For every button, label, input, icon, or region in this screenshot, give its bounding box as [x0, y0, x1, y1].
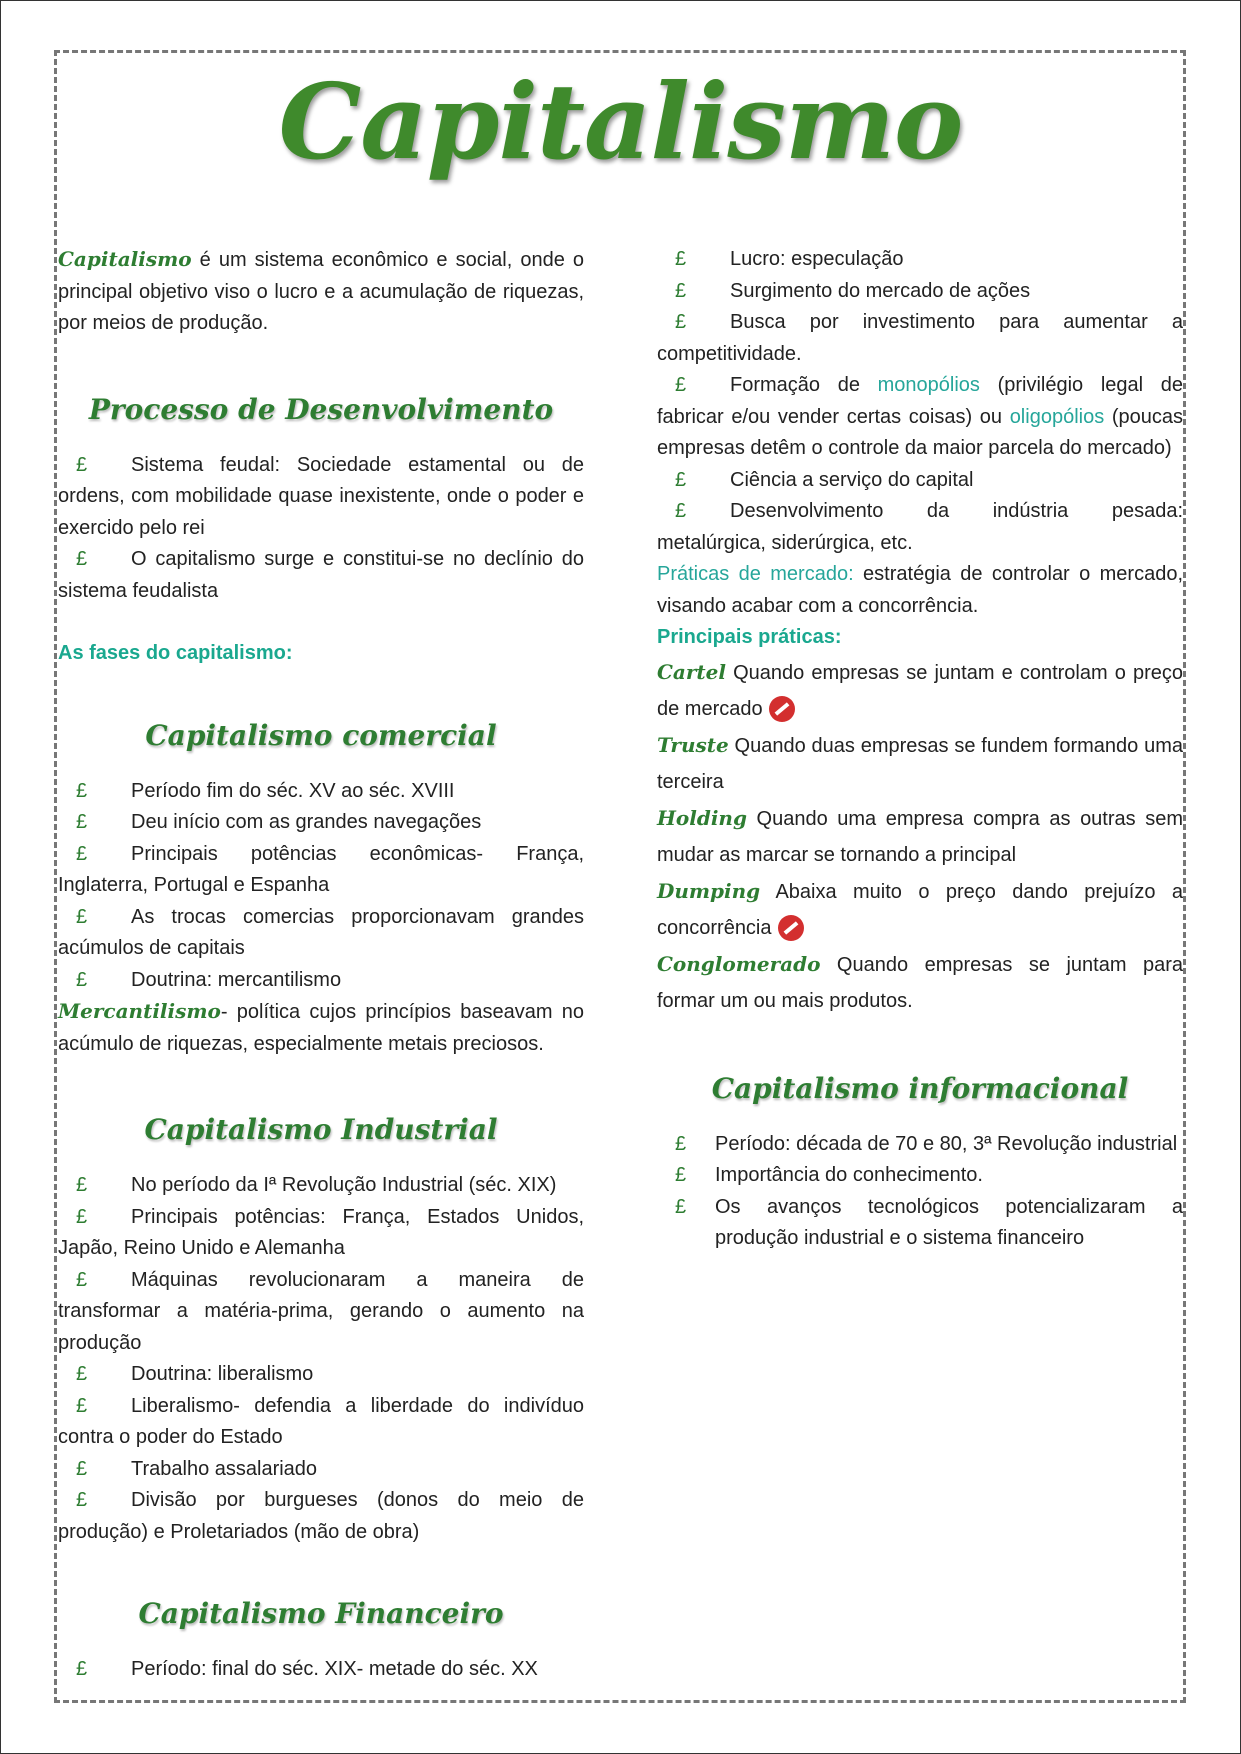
- list-item: £ Os avanços tecnológicos potencializaram a produção industrial e o sistema financeiro: [657, 1192, 1183, 1255]
- heading-financeiro: Capitalismo Financeiro: [138, 1597, 504, 1630]
- pound-bullet-icon: £: [76, 1489, 88, 1511]
- list-item: £ Doutrina: mercantilismo: [58, 965, 584, 997]
- prohibited-icon: [778, 915, 804, 941]
- monopolios-highlight: monopólios: [877, 374, 980, 396]
- oligopolios-highlight: oligopólios: [1009, 405, 1105, 428]
- list-item: £ Período: final do séc. XIX- metade do séc. XX: [58, 1654, 584, 1686]
- list-item: £ Divisão por burgueses (donos do meio de produção) e Proletariados (mão de obra): [58, 1485, 584, 1548]
- intro-text: é um sistema econômico e social, onde o principal objetivo viso o lucro e a acumulação de riquezas, por meios de produção.: [58, 249, 584, 334]
- praticas-term: Práticas de mercado:: [657, 563, 854, 585]
- right-column: [657, 244, 1183, 1255]
- pound-bullet-icon: £: [76, 968, 88, 991]
- list-item: £ Período fim do séc. XV ao séc. XVIII: [58, 776, 584, 808]
- list-item: £ Busca por investimento para aumentar a competitividade.: [657, 307, 1183, 370]
- list-item: £ No período da Iª Revolução Industrial (séc. XIX): [58, 1170, 584, 1202]
- list-item: £ Período: década de 70 e 80, 3ª Revolução industrial: [657, 1129, 1183, 1161]
- praticas-definition: Práticas de mercado: estratégia de controlar o mercado, visando acabar com a concorrência.: [657, 563, 1183, 617]
- left-column: [58, 244, 584, 1686]
- heading-industrial: Capitalismo Industrial: [144, 1113, 498, 1146]
- pound-bullet-icon: £: [675, 1132, 687, 1155]
- pratica-holding: Holding Quando uma empresa compra as outras sem mudar as marcar se tornando a principal: [657, 805, 1183, 866]
- pound-bullet-icon: £: [76, 1363, 88, 1385]
- pound-bullet-icon: £: [76, 1174, 88, 1196]
- pound-bullet-icon: £: [675, 279, 687, 302]
- pound-bullet-icon: £: [76, 1658, 88, 1680]
- heading-informacional: Capitalismo informacional: [711, 1071, 1129, 1105]
- pound-bullet-icon: £: [76, 548, 88, 570]
- pound-bullet-icon: £: [76, 811, 88, 833]
- list-item: £ O capitalismo surge e constitui-se no declínio do sistema feudalista: [58, 544, 584, 607]
- pound-bullet-icon: £: [675, 500, 687, 522]
- list-item: £ Liberalismo- defendia a liberdade do indivíduo contra o poder do Estado: [58, 1391, 584, 1454]
- heading-comercial: Capitalismo comercial: [145, 718, 497, 752]
- pound-bullet-icon: £: [675, 248, 687, 270]
- pound-bullet-icon: £: [76, 1457, 88, 1480]
- list-item: £ As trocas comercias proporcionavam grandes acúmulos de capitais: [58, 902, 584, 965]
- list-item: £ Deu início com as grandes navegações: [58, 807, 584, 839]
- pound-bullet-icon: £: [76, 779, 88, 802]
- list-item: £ Principais potências: França, Estados Unidos, Japão, Reino Unido e Alemanha: [58, 1202, 584, 1265]
- pound-bullet-icon: £: [76, 1268, 88, 1291]
- prohibited-icon: [769, 696, 795, 722]
- intro-term: Capitalismo: [58, 247, 192, 271]
- list-item: £ Principais potências econômicas- França, Inglaterra, Portugal e Espanha: [58, 839, 584, 902]
- list-item: £ Formação de monopólios (privilégio legal de fabricar e/ou vender certas coisas) ou oligopólios (poucas empresas detêm o controle da maior parcela do mercado): [657, 370, 1183, 465]
- mercantilismo-term: Mercantilismo: [58, 999, 221, 1023]
- pound-bullet-icon: £: [76, 905, 88, 928]
- page-title: Capitalismo: [278, 60, 963, 183]
- principais-label: Principais práticas:: [657, 626, 842, 648]
- pound-bullet-icon: £: [675, 374, 687, 396]
- list-item: £ Trabalho assalariado: [58, 1454, 584, 1486]
- pound-bullet-icon: £: [76, 1394, 88, 1417]
- pratica-conglomerado: Conglomerado Quando empresas se juntam para formar um ou mais produtos.: [657, 951, 1183, 1012]
- pratica-cartel: Cartel Quando empresas se juntam e controlam o preço de mercado: [657, 654, 1183, 727]
- pound-bullet-icon: £: [76, 453, 88, 476]
- pound-bullet-icon: £: [675, 1164, 687, 1186]
- intro-paragraph: [58, 244, 584, 340]
- pound-bullet-icon: £: [76, 842, 88, 865]
- list-item: £ Lucro: especulação: [657, 244, 1183, 276]
- fases-label: As fases do capitalismo:: [58, 642, 293, 664]
- pound-bullet-icon: £: [675, 468, 687, 491]
- pound-bullet-icon: £: [675, 1195, 687, 1218]
- pound-bullet-icon: £: [76, 1205, 88, 1228]
- pratica-dumping: Dumping Abaixa muito o preço dando prejuízo a concorrência: [657, 873, 1183, 946]
- list-item: £ Ciência a serviço do capital: [657, 465, 1183, 497]
- list-item: £ Importância do conhecimento.: [657, 1160, 1183, 1192]
- mercantilismo-definition: Mercantilismo- política cujos princípios baseavam no acúmulo de riquezas, especialmente metais preciosos.: [58, 999, 584, 1055]
- pratica-truste: Truste Quando duas empresas se fundem formando uma terceira: [657, 732, 1183, 793]
- list-item: £ Desenvolvimento da indústria pesada: metalúrgica, siderúrgica, etc.: [657, 496, 1183, 559]
- list-item: £ Surgimento do mercado de ações: [657, 276, 1183, 308]
- pound-bullet-icon: £: [675, 311, 687, 333]
- list-item: £ Doutrina: liberalismo: [58, 1359, 584, 1391]
- list-item: £ Máquinas revolucionaram a maneira de transformar a matéria-prima, gerando o aumento na produção: [58, 1265, 584, 1360]
- list-item: £ Sistema feudal: Sociedade estamental ou de ordens, com mobilidade quase inexistente, onde o poder e exercido pelo rei: [58, 450, 584, 545]
- heading-desenvolvimento: Processo de Desenvolvimento: [88, 392, 554, 426]
